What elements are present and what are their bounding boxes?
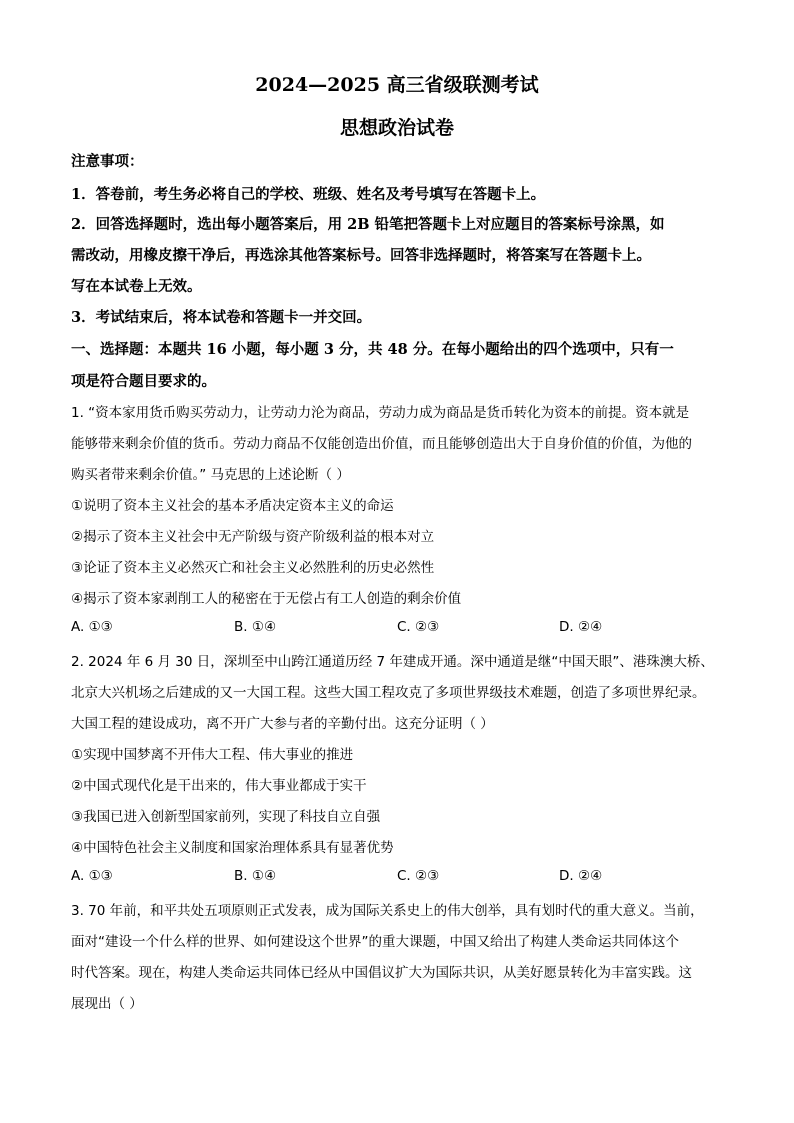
q1-option-b: B. ①④ (234, 619, 277, 635)
q2-statement-4: ④中国特色社会主义制度和国家治理体系具有显著优势 (71, 840, 394, 856)
q2-stem-line-3: 大国工程的建设成功，离不开广大参与者的辛勤付出。这充分证明（ ） (71, 716, 494, 732)
q1-option-c: C. ②③ (397, 619, 440, 635)
q3-stem-line-2: 面对“建设一个什么样的世界、如何建设这个世界”的重大课题，中国又给出了构建人类命运共同体这个 (71, 934, 679, 950)
exam-subject: 思想政治试卷 (339, 117, 454, 139)
notes-heading: 注意事项： (71, 153, 144, 170)
q2-option-b: B. ①④ (234, 868, 277, 884)
q1-statement-1: ①说明了资本主义社会的基本矛盾决定资本主义的命运 (71, 498, 394, 514)
q1-statement-4: ④揭示了资本家剥削工人的秘密在于无偿占有工人创造的剩余价值 (71, 591, 462, 607)
q2-statement-3: ③我国已进入创新型国家前列，实现了科技自立自强 (71, 809, 381, 825)
q3-stem-line-4: 展现出（ ） (71, 996, 143, 1012)
q1-stem-line-2: 能够带来剩余价值的货币。劳动力商品不仅能创造出价值，而且能够创造出大于自身价值的价值，为他的 (71, 436, 692, 452)
exam-title: 2024—2025 高三省级联测考试 (255, 74, 539, 96)
notes-item-2-line-1: 2．回答选择题时，选出每小题答案后，用 2B 铅笔把答题卡上对应题目的答案标号涂黑，如 (71, 216, 665, 233)
q2-statement-2: ②中国式现代化是干出来的，伟大事业都成于实干 (71, 778, 367, 794)
q1-statement-3: ③论证了资本主义必然灭亡和社会主义必然胜利的历史必然性 (71, 560, 435, 576)
q1-option-a: A. ①③ (71, 619, 113, 635)
q2-stem-line-2: 北京大兴机场之后建成的又一大国工程。这些大国工程攻克了多项世界级技术难题，创造了多项世界纪录。 (71, 685, 706, 701)
q1-option-d: D. ②④ (559, 619, 603, 635)
q2-option-d: D. ②④ (559, 868, 603, 884)
q2-option-c: C. ②③ (397, 868, 440, 884)
q2-statement-1: ①实现中国梦离不开伟大工程、伟大事业的推进 (71, 747, 354, 763)
notes-item-1: 1．答卷前，考生务必将自己的学校、班级、姓名及考号填写在答题卡上。 (71, 186, 546, 203)
notes-item-3: 3．考试结束后，将本试卷和答题卡一并交回。 (71, 309, 372, 326)
q3-stem-line-1: 3. 70 年前，和平共处五项原则正式发表，成为国际关系史上的伟大创举，具有划时代的重大意义。当前， (71, 903, 704, 919)
q1-stem-line-3: 购买者带来剩余价值。” 马克思的上述论断（ ） (71, 467, 350, 483)
notes-item-2-line-2: 需改动，用橡皮擦干净后，再选涂其他答案标号。回答非选择题时，将答案写在答题卡上。 (71, 247, 651, 264)
q2-stem-line-1: 2. 2024 年 6 月 30 日，深圳至中山跨江通道历经 7 年建成开通。深中通道是继“中国天眼”、港珠澳大桥、 (71, 654, 714, 670)
notes-item-2-line-3: 写在本试卷上无效。 (71, 278, 202, 295)
q3-stem-line-3: 时代答案。现在，构建人类命运共同体已经从中国倡议扩大为国际共识，从美好愿景转化为丰富实践。这 (71, 965, 692, 981)
q1-statement-2: ②揭示了资本主义社会中无产阶级与资产阶级利益的根本对立 (71, 529, 435, 545)
q1-stem-line-1: 1. “资本家用货币购买劳动力，让劳动力沦为商品，劳动力成为商品是货币转化为资本的前提。资本就是 (71, 405, 690, 421)
section-heading-line-1: 一、选择题：本题共 16 小题，每小题 3 分，共 48 分。在每小题给出的四个选项中，只有一 (71, 341, 674, 358)
q2-option-a: A. ①③ (71, 868, 113, 884)
section-heading-line-2: 项是符合题目要求的。 (71, 373, 216, 390)
